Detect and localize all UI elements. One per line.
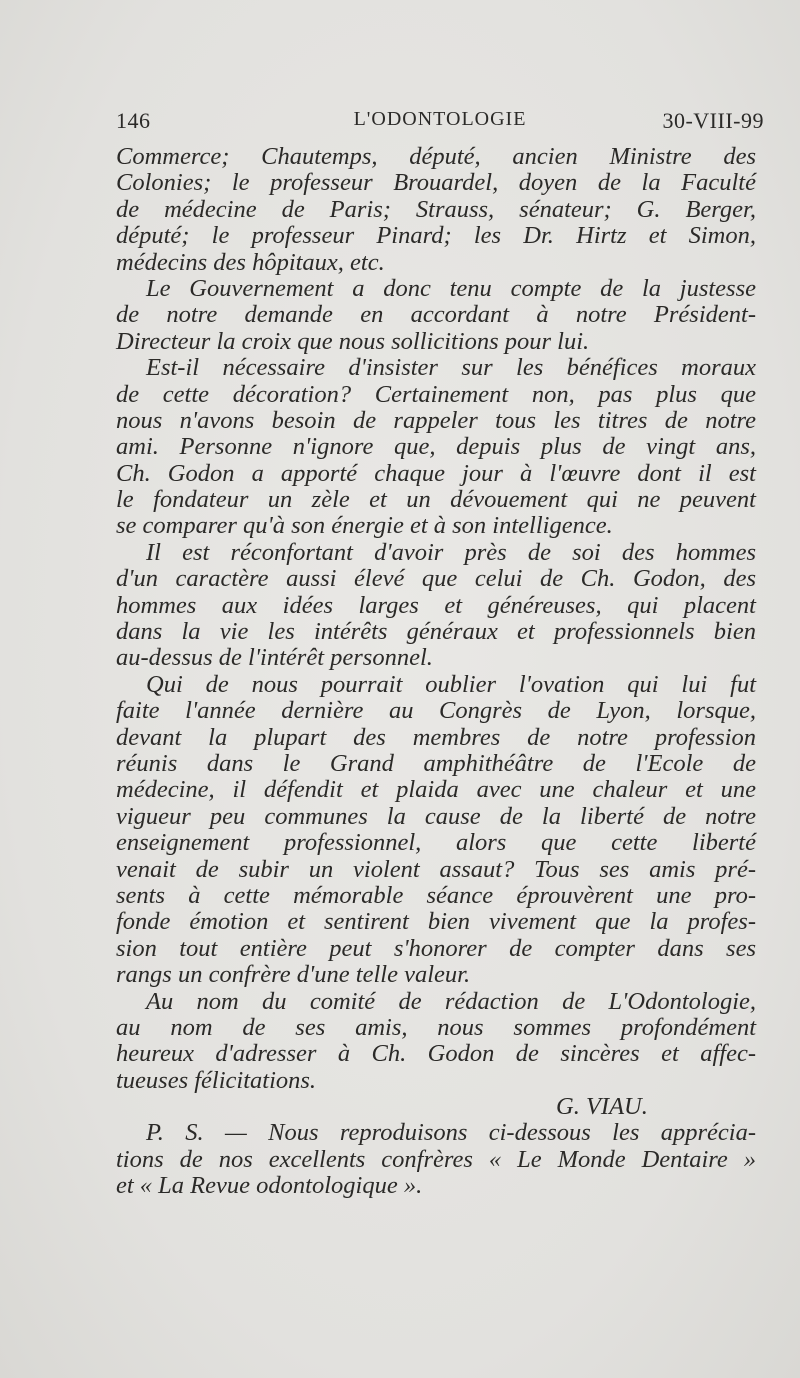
issue-date: 30-VIII-99 [662, 108, 764, 133]
text-line: fonde émotion et sentirent bien vivement que la profes- [116, 908, 756, 936]
text-line: médecins des hôpitaux, etc. [116, 248, 385, 276]
text-line: Qui de nous pourrait oublier l'ovation qui lui fut [146, 670, 756, 698]
text-line: de notre demande en accordant à notre Président- [116, 301, 756, 329]
text-line: Au nom du comité de rédaction de L'Odontologie, [146, 987, 756, 1015]
text-line: de cette décoration? Certainement non, pas plus que [116, 380, 756, 408]
article-body [116, 144, 756, 1200]
text-line: enseignement professionnel, alors que cette liberté [116, 829, 756, 857]
text-line: au-dessus de l'intérêt personnel. [116, 644, 433, 672]
text-line: Il est réconfortant d'avoir près de soi des hommes [146, 538, 756, 566]
text-line: rangs un confrère d'une telle valeur. [116, 961, 471, 989]
text-line: ami. Personne n'ignore que, depuis plus de vingt ans, [116, 433, 756, 461]
text-line: et « La Revue odontologique ». [116, 1172, 423, 1200]
text-line: sents à cette mémorable séance éprouvèrent une pro- [116, 881, 756, 909]
text-line: tueuses félicitations. [116, 1066, 317, 1094]
text-line: le fondateur un zèle et un dévouement qui ne peuvent [116, 486, 756, 514]
text-line: heureux d'adresser à Ch. Godon de sincères et affec- [116, 1040, 756, 1068]
text-line: Colonies; le professeur Brouardel, doyen de la Faculté [116, 169, 756, 197]
running-header [116, 108, 764, 138]
text-line: député; le professeur Pinard; les Dr. Hirtz et Simon, [116, 222, 756, 250]
text-line: Le Gouvernement a donc tenu compte de la justesse [146, 274, 756, 302]
text-line: sion tout entière peut s'honorer de compter dans ses [116, 934, 756, 962]
journal-title: L'ODONTOLOGIE [353, 108, 527, 130]
text-line: faite l'année dernière au Congrès de Lyon, lorsque, [116, 697, 756, 725]
signature: G. VIAU. [556, 1093, 648, 1121]
text-line: au nom de ses amis, nous sommes profondément [116, 1013, 756, 1041]
text-line: se comparer qu'à son énergie et à son intelligence. [116, 512, 613, 540]
text-line: réunis dans le Grand amphithéâtre de l'Ecole de [116, 749, 756, 777]
text-line: Commerce; Chautemps, député, ancien Ministre des [116, 143, 756, 170]
text-line: dans la vie les intérêts généraux et professionnels bien [116, 618, 756, 646]
text-line: d'un caractère aussi élevé que celui de Ch. Godon, des [116, 565, 756, 593]
text-line: médecine, il défendit et plaida avec une chaleur et une [116, 776, 756, 804]
text-line: vigueur peu communes la cause de la liberté de notre [116, 802, 756, 830]
text-line: tions de nos excellents confrères « Le Monde Dentaire » [116, 1145, 756, 1173]
text-line: Ch. Godon a apporté chaque jour à l'œuvre dont il est [116, 459, 756, 487]
text-line: P. S. — Nous reproduisons ci-dessous les apprécia- [146, 1119, 756, 1147]
text-line: nous n'avons besoin de rappeler tous les titres de notre [116, 406, 756, 434]
text-line: de médecine de Paris; Strauss, sénateur; G. Berger, [116, 195, 756, 223]
text-line: venait de subir un violent assaut? Tous ses amis pré- [116, 855, 756, 883]
text-line: Est-il nécessaire d'insister sur les bénéfices moraux [146, 354, 756, 382]
text-line: Directeur la croix que nous sollicitions pour lui. [116, 327, 590, 355]
text-line: hommes aux idées larges et généreuses, qui placent [116, 591, 756, 619]
page-number: 146 [116, 108, 151, 133]
text-line: devant la plupart des membres de notre profession [116, 723, 756, 751]
